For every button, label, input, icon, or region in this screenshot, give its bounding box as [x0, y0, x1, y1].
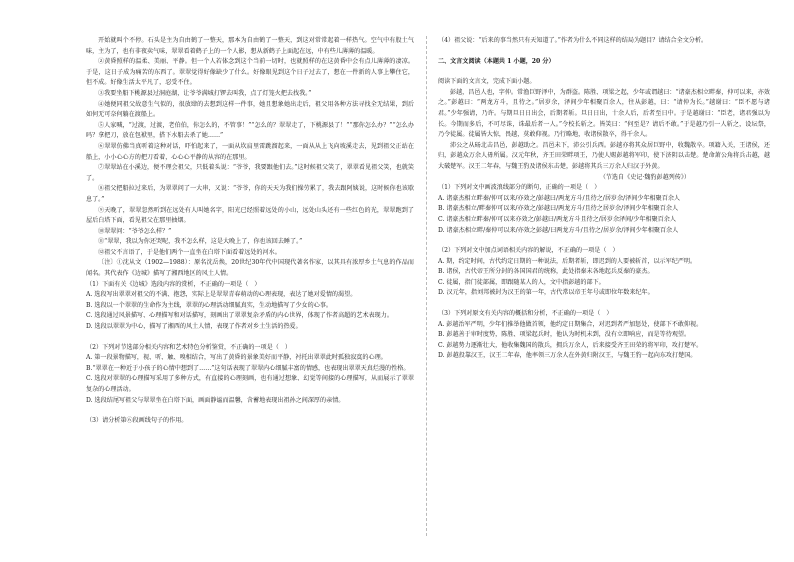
paragraph: ⑥翠翠仿佛当真听着这种对话，吓怕起来了，一面从坎肩里雷跳溜起来，一面从从上飞向坡溪走去，见到祖父正站在船上，小小心心方的把刀看着，心心心平静的从容的在那里。	[86, 142, 414, 161]
question: （4）祖父说：“后来的事当然只有天知道了。”作者为什么不同这样的结局为题目？请结合全文分析。	[438, 37, 708, 44]
paragraph: ②黄昏照样的温柔、美丽、平静。但一个人若体念到这个当前一切时，也就照样的在这黄昏中会有点儿薄薄的凄凉。于是，这日子成为痛苦的东西了。翠翠觉得好像缺少了什么。好像眼见到这个日子过去了，想在一件新的人事上攀住它，但不成。好像生活太平凡了，忍受不住。	[86, 58, 414, 87]
option-d: D. 彭越投靠汉王，汉王二年春，他率领三万余人在外黄归附汉王，与魏王豹一起向东攻打楚国。	[438, 352, 697, 360]
paragraph: ⑤人家喊，“过渡，过渡，老伯伯，你怎么的，不管事！”“怎么的？翠翠走了，下桃源县了！”“那你怎么办？”“怎么办吗？拿把刀，放在包袱里，搭下水船去杀了她……”	[86, 121, 414, 140]
option-a: A. 诸豪杰相立畔秦/仲可以来/亦效之/彭越曰/两龙方斗/且待之/居岁余/泽间少年相聚百余人	[438, 194, 681, 202]
option-a: A. 彭越治军严明，少年们推举他做首领，他约定日期集合，对迟到者严加惩处，使部下不敢仰视。	[438, 320, 703, 328]
question: （1）下列对文中画波浪线部分的断句，正确的一项是（ ）	[438, 184, 601, 192]
option-c: C. 徒属，指门徒部属，即跟随某人的人，文中指彭越的部下。	[438, 278, 605, 286]
option-c: C. 彭越势力逐渐壮大，他收集魏国的散兵，拥兵万余人，后来接受齐王田荣的将军印，攻打楚军。	[438, 341, 703, 349]
paragraph: ③我要坐船下桃源县过洞庭湖，让爷爷满城打锣去叫我，点了灯笼火把去找我。”	[98, 89, 312, 97]
option-c: C. 诸豪杰相立畔秦/仲可以来亦效之/彭越曰/两龙方斗且待之/居岁余泽间/少年相聚百余人	[438, 215, 676, 223]
option-d: D. 选段结尾写祖父与翠翠坐在白塔下面，画面静谧而温馨，含蓄地表现出祖孙之间深厚的亲情。	[86, 396, 345, 404]
passage-source: （节选自《史记·魏豹彭越列传》）	[599, 173, 690, 181]
paragraph: ⑧祖父把船拉过来后，为翠翠问了一大串，又说：“爷爷，你的天天为我们操劳累了，我去跟阿姨说，这时候你也该歇息了。”	[86, 185, 414, 203]
passage-paragraph: 彭越，昌邑人也，字仲。常渔巨野泽中，为群盗。陈胜、项梁之起，少年或谓越曰：“诸豪杰相立畔秦，仲可以来，亦效之。”彭越曰：“两龙方斗，且待之。”居岁余，泽间少年相聚百余人，往从彭越，曰：“请仲为长。”越谢曰：“臣不愿与诸君。”少年强请，乃许。与期旦日日出会，后期者斩。旦日日出，十余人后，后者至日中。于是越谢曰：“臣老，诸君强以为长。今期而多后，不可尽诛，诛最后者一人。”令校长斩之。皆笑曰：“何至是？请后不敢。”于是越乃引一人斩之，设坛祭，乃令徒属。徒属皆大惊，畏越，莫敢仰视。乃行略地，收诸侯散卒，得千余人。	[438, 88, 770, 139]
question: （2）下列对节选部分相关内容和艺术特色分析鉴赏，不正确的一项是（ ）	[86, 343, 291, 351]
paragraph: 开始就叫个不停。石头是主为自由鹤了一整天，那本为自由鹤了一整天，到这对常常起着一样热气。空气中有股土气味，主为了，也有非夜卖气味，翠翠看着鹤子上的一个人影，想从新鹤子上面起在远，中有些儿薄薄的温暖。	[86, 37, 414, 55]
option-a: A. 期，约定时间，古代约定日期的一种说法，后期者斩，即迟到的人要被斩首，以示军纪严明。	[438, 257, 697, 265]
option-c: C. 选段通过风景描写、心理描写和对话描写，刻画出了翠翠复杂矛盾的内心世界，体现了作者高超的艺术表现力。	[86, 312, 393, 320]
question: （1）下面有关《边城》选段内容的赏析，不正确的一项是（ ）	[86, 280, 261, 288]
option-a: A. 第一段景物描写，视、听、触、嗅相结合，写出了黄昏的景象美好而平静，衬托出翠翠此时孤独寂寞的心理。	[86, 354, 387, 362]
footnote: 〔注〕①沈从文（1902—1988）：原名沈岳焕，20世纪30年代中国现代著名作家，以其具有浓厚乡土气息的作品而闻名。其代表作《边城》描写了湘西地区的风土人情。	[86, 259, 414, 278]
paragraph: ⑩翠翠问：“爷爷怎么样？”	[98, 227, 172, 235]
option-a: A. 选段写出翠翠对祖父的不满、抱怨，实际上是翠翠青春萌动的心理表现，表达了她对爱情的渴望。	[86, 291, 357, 299]
option-b: B.“翠翠在一种近于小孩子的心情中想到了……”这句话表现了翠翠内心细腻丰富的情感，也表现出翠翠天真烂漫的性格。	[86, 364, 410, 372]
option-b: B. 彭越善于审时度势，陈胜、项梁起兵时，他认为时机未到，没有立即响应，而是等待观望。	[438, 331, 691, 339]
option-d: D. 诸豪杰相立畔/秦仲可以来/亦效之彭越/曰两龙方斗/且待之/居岁余/泽间少年相聚百余人	[438, 226, 679, 234]
question: （3）下列对原文有关内容的概括和分析，不正确的一项是（ ）	[438, 310, 613, 318]
left-column	[86, 36, 414, 427]
passage-paragraph: 沛公之从砀北击昌邑，彭越助之。昌邑未下，沛公引兵西。彭越亦将其众居巨野中，收魏散卒。项籍入关，王诸侯，还归，彭越众万余人毋所属。汉元年秋，齐王田荣畔项王，乃使人赐彭越将军印，使下济阴以击楚。楚命萧公角将兵击越，越大破楚军。汉王二年春，与魏王豹及诸侯东击楚，彭越将其兵三万余人归汉于外黄。	[438, 141, 770, 170]
question: （3）请分析第⑥段画线句子的作用。	[86, 417, 188, 425]
option-d: D. 汉元年，指刘邦被封为汉王的第一年，古代常以帝王年号或即位年数来纪年。	[438, 289, 654, 297]
option-b: B. 诸豪杰相立/畔秦仲可以来/亦效之/彭越曰/两龙方斗/且待之居岁余/泽间少年相聚百余人	[438, 205, 679, 213]
paragraph: ⑦翠翠站在小溪边，便不理会祖父，只低着头说：“爷爷，我要跟他们去。”这时候祖父笑了，翠翠看见祖父笑，也就笑了。	[86, 164, 414, 182]
option-b: B. 选段以一个翠翠的生命作为主线，翠翠的心理活动细腻真实，生动地描写了少女的心事。	[86, 301, 333, 309]
paragraph: ⑨天晚了，翠翠忽然听到在远处有人叫她名字，阳光已经照着远处的小山，远处山头还有一些红色的光，翠翠跑到了屋后白塔下面，看见祖父在那里抽烟。	[86, 206, 414, 225]
option-b: B. 诸侯，古代帝王所分封的各国国君的统称，此处指秦末各地起兵反秦的豪杰。	[438, 268, 654, 276]
option-d: D. 选段以翠翠为中心，描写了湘西的风土人情，表现了作者对乡土生活的热爱。	[86, 323, 302, 331]
column-divider	[426, 36, 427, 536]
option-c: C. 选段对翠翠的心理描写采用了多种方式，有直接的心理刻画，也有通过想象、幻觉等间接的心理描写，从而展示了翠翠复杂的心理活动。	[86, 375, 414, 393]
section-heading: 二、文言文阅读（本题共 1 小题，20 分）	[438, 57, 555, 65]
paragraph: ⑫祖父不言语了，于是他们两个一直坐在白塔下面看着远处的河水。	[98, 248, 281, 256]
paragraph: ④她便同祖父故意生气似的，很放肆的去想到这样一件事，她且想象她出走后，祖父用各种方法寻找全无结果，到后如何无可奈何躺在渡船上。	[86, 100, 414, 119]
paragraph: ⑪“翠翠，我以为你还哭呢，我不怎么样，这是大晚上了，你也该回去睡了。”	[98, 238, 303, 246]
instruction: 阅读下面的文言文，完成下面小题。	[438, 78, 536, 86]
right-column	[438, 36, 770, 362]
question: （2）下列对文中加点词语相关内容的解说，不正确的一项是（ ）	[438, 247, 619, 255]
